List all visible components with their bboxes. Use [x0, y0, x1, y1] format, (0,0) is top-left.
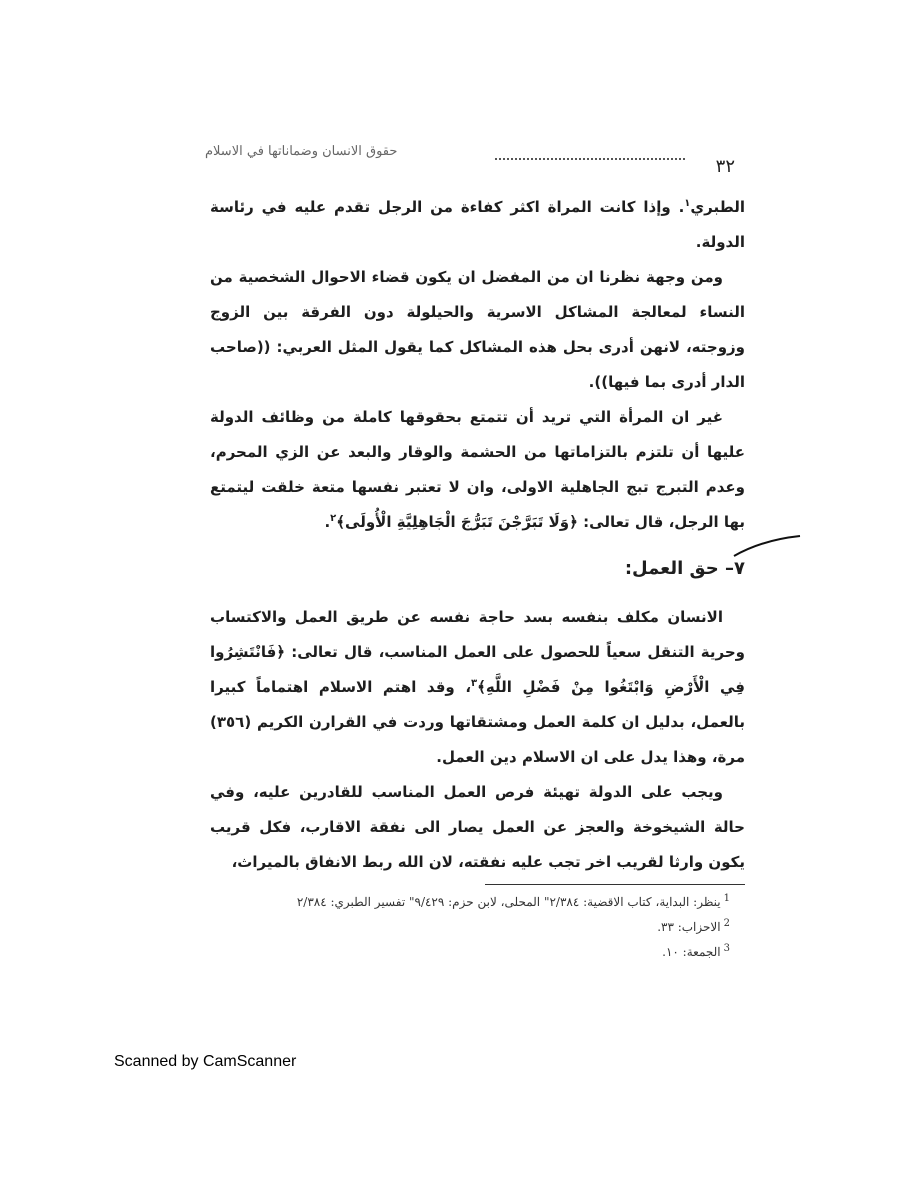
- footnotes: [230, 888, 730, 963]
- scanner-watermark: Scanned by CamScanner: [114, 1053, 297, 1070]
- footnote: $^3$الجمعة: ١٠.: [662, 943, 730, 959]
- body-text-block-2: [210, 600, 745, 880]
- section-heading: ٧– حق العمل:: [624, 558, 745, 579]
- header-leader-dots: [495, 158, 685, 160]
- page-header: [205, 140, 765, 180]
- pen-stroke-mark: [732, 530, 802, 560]
- paragraph: الطبري$^١$. وإذا كانت المراة اكثر كفاءة من الرجل تقدم عليه في رئاسة الدولة.: [210, 198, 745, 251]
- footnote: $^1$ينظر: البداية، كتاب الاقضية: ٢/٣٨٤" المحلى، لابن حزم: ٩/٤٢٩" تفسير الطبري: ٢/٣٨٤: [296, 893, 730, 909]
- paragraph: ومن وجهة نظرنا ان من المفضل ان يكون قضاء الاحوال الشخصية من النساء لمعالجة المشاكل الاسرية والحيلولة دون الفرقة بين الزوج وزوجته، لانهن أدرى بحل هذه المشاكل كما يقول المثل العربي: ((صاحب الدار أدرى بما فيها)).: [210, 268, 745, 391]
- paragraph: الانسان مكلف بنفسه بسد حاجة نفسه عن طريق العمل والاكتساب وحرية التنقل سعياً للحصول على العمل المناسب، قال تعالى: ﴿فَانْتَشِرُوا فِي الْأَرْضِ وَابْتَغُوا مِنْ فَضْلِ اللَّهِ﴾$^٣$، وقد اهتم الاسلام اهتماماً كبيرا بالعمل، بدليل ان كلمة العمل ومشتقاتها وردت في القرارن الكريم (٣٥٦) مرة، وهذا يدل على ان الاسلام دين العمل.: [210, 608, 745, 766]
- footnote-ref: ١: [684, 198, 691, 209]
- footnote-ref: ٣: [471, 678, 478, 689]
- paragraph: ويجب على الدولة تهيئة فرص العمل المناسب للقادرين عليه، وفي حالة الشيخوخة والعجز عن العمل يصار الى نفقة الاقارب، فكل قريب يكون وارثا لقريب اخر تجب عليه نفقته، لان الله ربط الانفاق بالميراث،: [210, 783, 745, 871]
- footnote-ref: ٢: [330, 513, 337, 524]
- paragraph: غير ان المرأة التي تريد أن تتمتع بحقوقها كاملة من وظائف الدولة عليها أن تلتزم بالتزاماتها من الحشمة والوقار والبعد عن الزي المحرم، وعدم التبرج تبج الجاهلية الاولى، وان لا تعتبر نفسها متعة خلقت ليتمتع بها الرجل، قال تعالى: ﴿وَلَا تَبَرَّجْنَ تَبَرُّجَ الْجَاهِلِيَّةِ الْأُولَى﴾$^٢$.: [210, 408, 745, 531]
- page-number: ٣٢: [715, 156, 735, 177]
- body-text-block-1: [210, 190, 745, 540]
- footnote: $^2$الاحزاب: ٣٣.: [657, 918, 730, 934]
- footnote-separator: [485, 884, 745, 885]
- running-title: حقوق الانسان وضماناتها في الاسلام: [205, 144, 398, 159]
